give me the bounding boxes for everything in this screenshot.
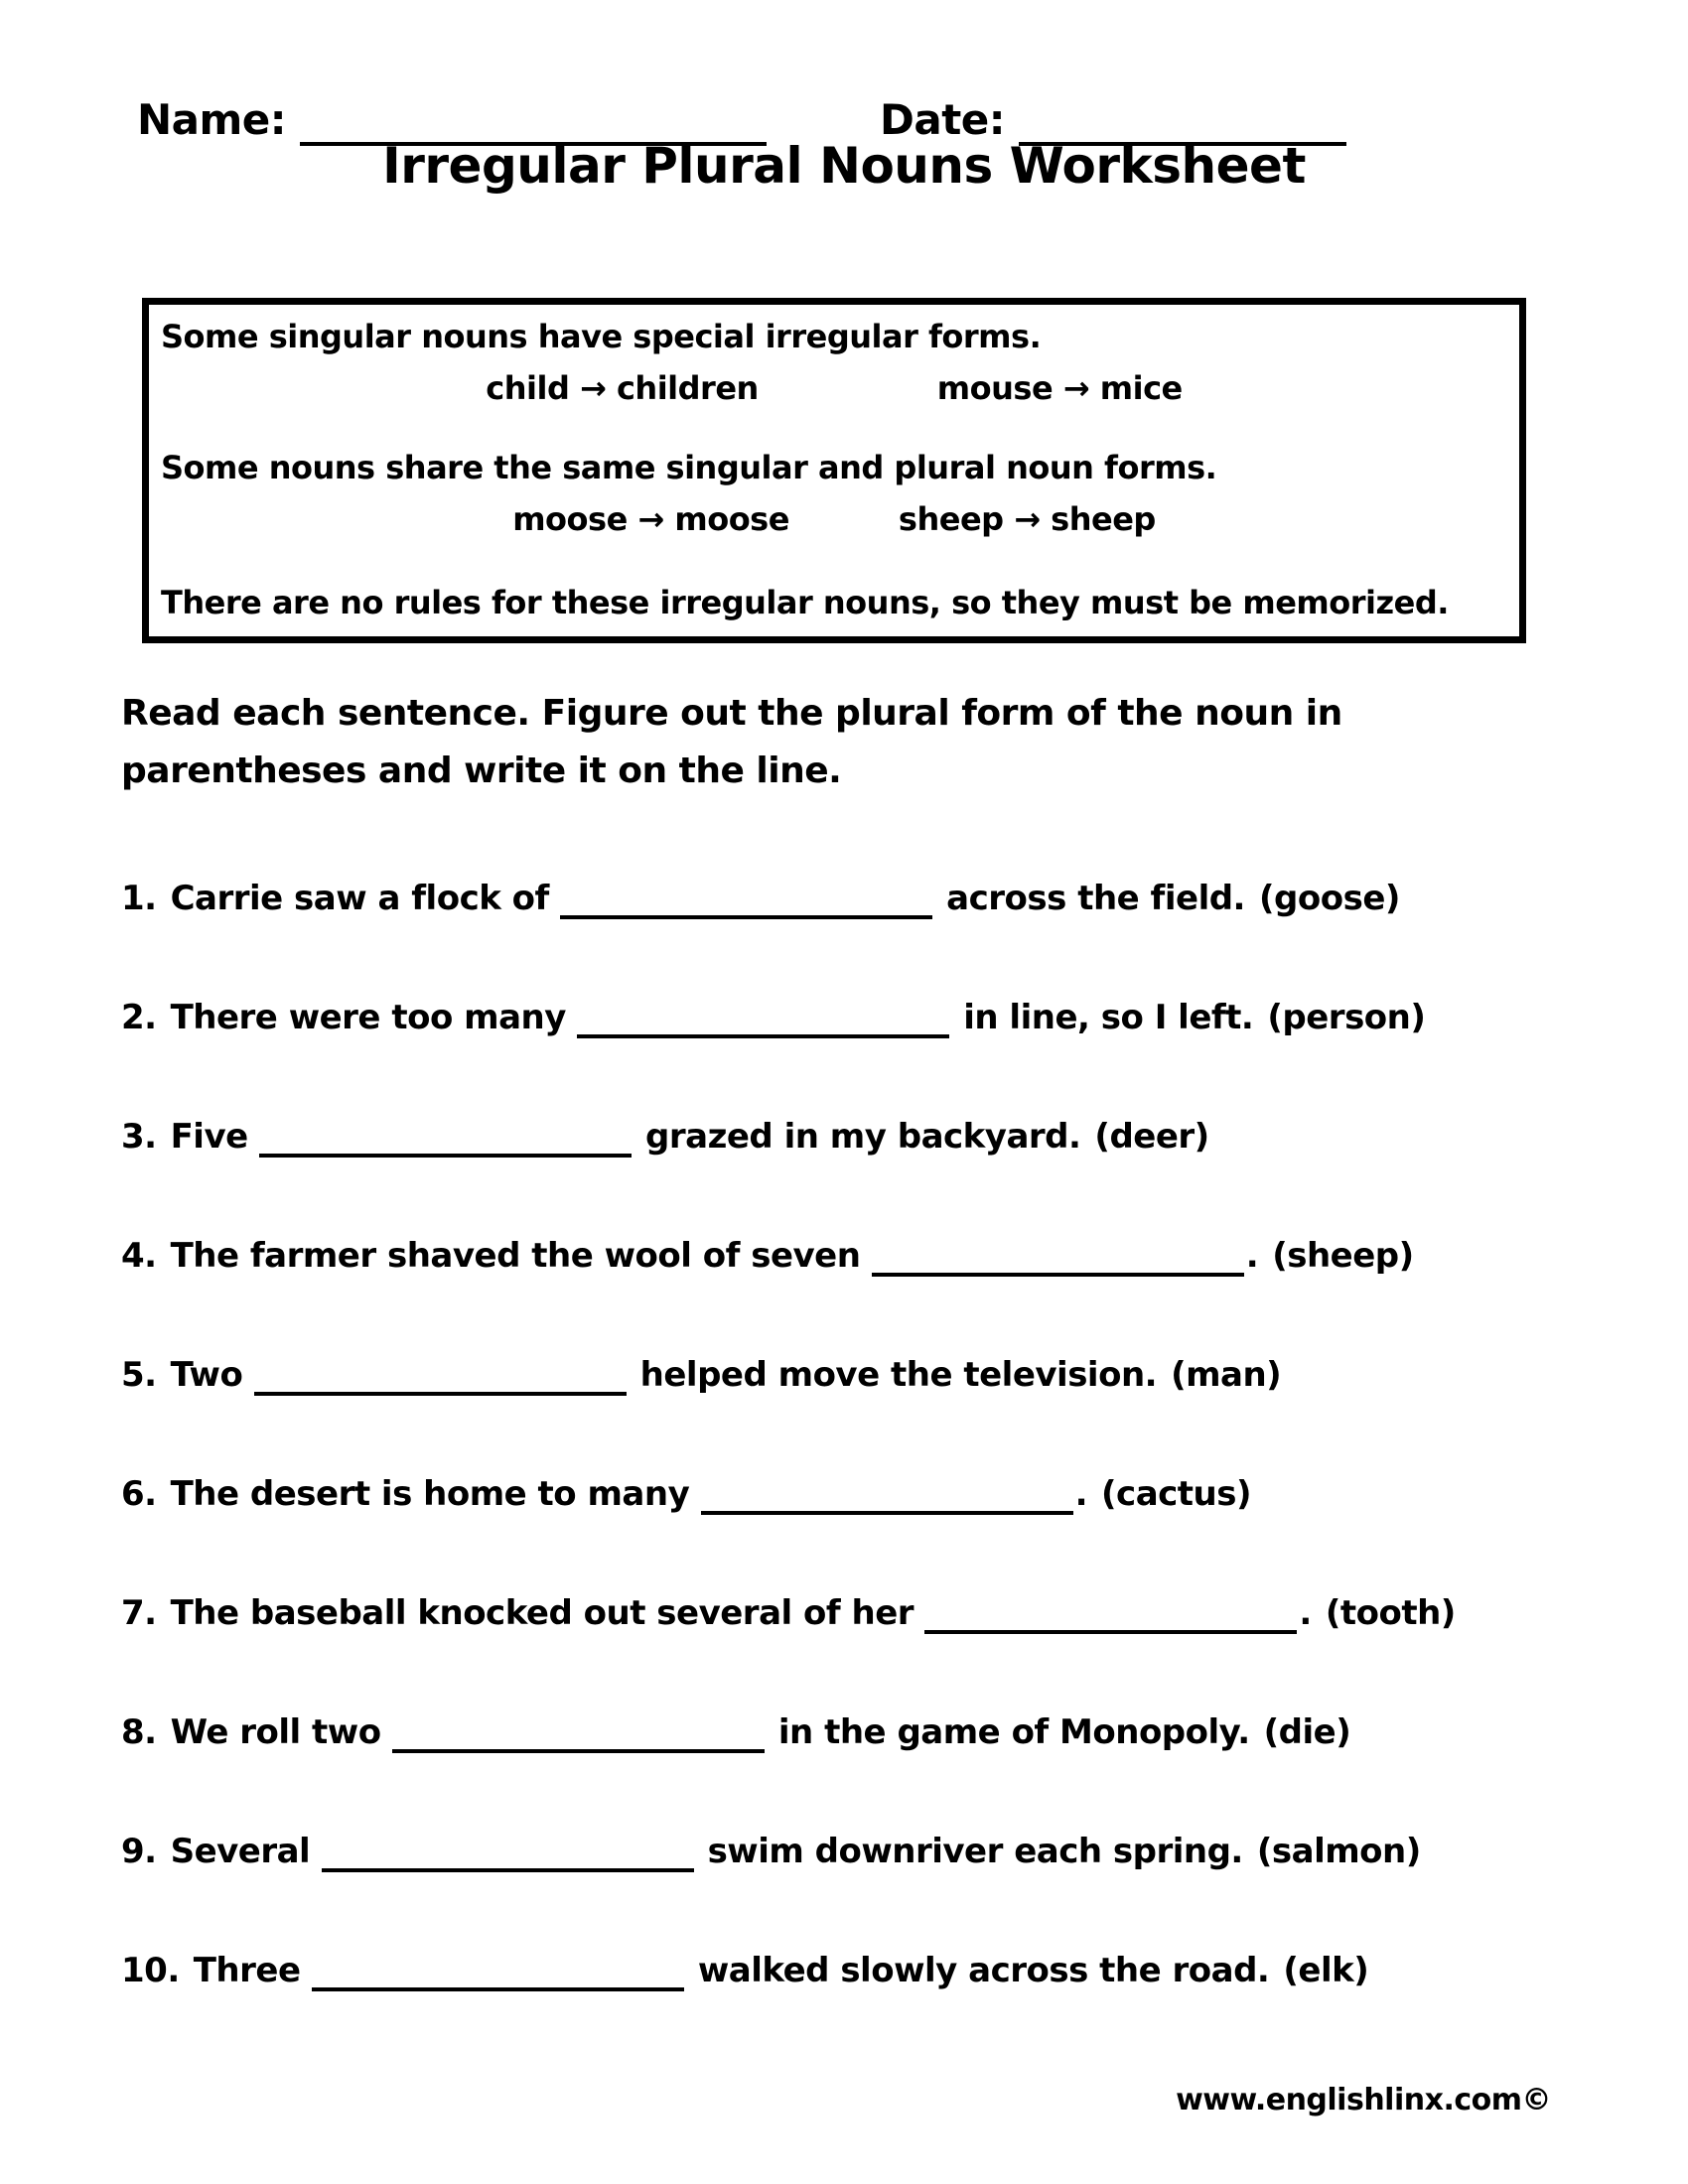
- example-child-children: child → children: [486, 369, 759, 407]
- question-text-after: helped move the television.: [639, 1355, 1158, 1395]
- question-row-1: [121, 876, 1628, 995]
- question-text-before: The farmer shaved the wool of seven: [170, 1236, 861, 1276]
- question-number: 10.: [121, 1951, 180, 1990]
- answer-blank[interactable]: [872, 1233, 1244, 1277]
- question-number: 7.: [121, 1593, 157, 1633]
- instructions: [121, 685, 1342, 800]
- question-text-before: Several: [170, 1832, 311, 1871]
- question-noun-hint: (elk): [1283, 1951, 1369, 1990]
- question-noun-hint: (tooth): [1325, 1593, 1456, 1633]
- question-text-after: .: [1074, 1474, 1087, 1514]
- question-noun-hint: (man): [1171, 1355, 1282, 1395]
- question-number: 2.: [121, 998, 157, 1037]
- question-list: [121, 876, 1628, 2067]
- question-text-before: We roll two: [170, 1712, 381, 1752]
- answer-blank[interactable]: [577, 995, 949, 1038]
- question-noun-hint: (die): [1263, 1712, 1351, 1752]
- question-row-9: [121, 1829, 1628, 1948]
- question-row-7: [121, 1590, 1628, 1709]
- answer-blank[interactable]: [701, 1471, 1073, 1515]
- question-noun-hint: (person): [1267, 998, 1426, 1037]
- question-row-5: [121, 1352, 1628, 1471]
- date-label: Date:: [880, 95, 1006, 144]
- question-noun-hint: (cactus): [1101, 1474, 1252, 1514]
- question-text-before: Five: [170, 1117, 248, 1157]
- answer-blank[interactable]: [322, 1829, 694, 1872]
- question-text-after: walked slowly across the road.: [697, 1951, 1270, 1990]
- question-text-after: .: [1245, 1236, 1259, 1276]
- rules-box: [142, 298, 1526, 643]
- question-text-before: Carrie saw a flock of: [170, 879, 549, 918]
- question-text-before: The baseball knocked out several of her: [170, 1593, 914, 1633]
- rule1-examples-row: [161, 368, 1507, 408]
- question-noun-hint: (deer): [1094, 1117, 1209, 1157]
- answer-blank[interactable]: [259, 1114, 632, 1158]
- question-number: 8.: [121, 1712, 157, 1752]
- answer-blank[interactable]: [392, 1709, 765, 1753]
- question-text-after: swim downriver each spring.: [707, 1832, 1243, 1871]
- question-row-6: [121, 1471, 1628, 1590]
- question-number: 1.: [121, 879, 157, 918]
- instructions-line-2: parentheses and write it on the line.: [121, 751, 842, 791]
- answer-blank[interactable]: [312, 1948, 684, 1991]
- question-number: 3.: [121, 1117, 157, 1157]
- question-number: 5.: [121, 1355, 157, 1395]
- question-noun-hint: (salmon): [1256, 1832, 1421, 1871]
- name-label: Name:: [137, 95, 287, 144]
- question-text-after: across the field.: [946, 879, 1245, 918]
- rule-same-forms: Some nouns share the same singular and plural noun forms.: [161, 449, 1217, 486]
- rules-note: There are no rules for these irregular nouns, so they must be memorized.: [161, 584, 1449, 621]
- answer-blank[interactable]: [254, 1352, 627, 1396]
- question-row-10: [121, 1948, 1628, 2067]
- answer-blank[interactable]: [560, 876, 932, 919]
- question-text-before: Three: [193, 1951, 301, 1990]
- question-text-after: grazed in my backyard.: [645, 1117, 1081, 1157]
- page-title: Irregular Plural Nouns Worksheet: [382, 137, 1306, 195]
- question-row-8: [121, 1709, 1628, 1829]
- question-text-before: Two: [170, 1355, 243, 1395]
- question-text-after: in the game of Monopoly.: [777, 1712, 1250, 1752]
- question-noun-hint: (goose): [1258, 879, 1400, 918]
- question-row-3: [121, 1114, 1628, 1233]
- question-text-before: The desert is home to many: [170, 1474, 690, 1514]
- question-row-4: [121, 1233, 1628, 1352]
- question-text-after: .: [1299, 1593, 1312, 1633]
- instructions-line-1: Read each sentence. Figure out the plural form of the noun in: [121, 693, 1342, 734]
- question-number: 6.: [121, 1474, 157, 1514]
- question-text-before: There were too many: [170, 998, 566, 1037]
- rule-irregular-forms: Some singular nouns have special irregular forms.: [161, 318, 1042, 355]
- example-sheep-sheep: sheep → sheep: [898, 500, 1156, 538]
- example-mouse-mice: mouse → mice: [936, 369, 1183, 407]
- example-moose-moose: moose → moose: [512, 500, 789, 538]
- site-credit: www.englishlinx.com©: [1176, 2083, 1551, 2117]
- question-row-2: [121, 995, 1628, 1114]
- question-noun-hint: (sheep): [1272, 1236, 1414, 1276]
- question-text-after: in line, so I left.: [963, 998, 1254, 1037]
- answer-blank[interactable]: [924, 1590, 1297, 1634]
- question-number: 9.: [121, 1832, 157, 1871]
- rule2-examples-row: [161, 499, 1507, 539]
- question-number: 4.: [121, 1236, 157, 1276]
